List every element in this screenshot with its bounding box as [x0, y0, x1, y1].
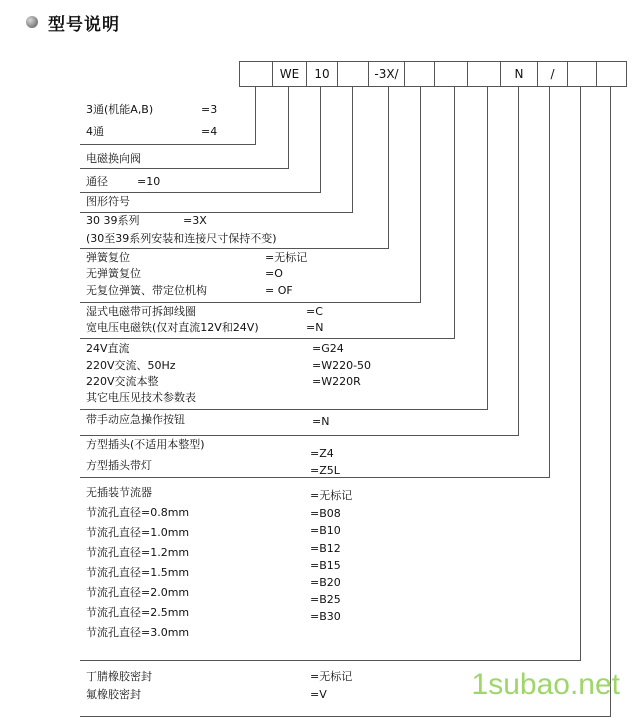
option-code: =无标记: [265, 251, 308, 264]
option-code: =无标记: [310, 670, 353, 683]
option-note: (30至39系列安装和连接尺寸保持不变): [86, 232, 277, 245]
option-code: =B25: [310, 593, 341, 606]
option-label: 宽电压电磁铁(仅对直流12V和24V): [86, 321, 259, 334]
option-label: 方型插头带灯: [86, 459, 152, 472]
option-code: =B30: [310, 610, 341, 623]
option-code: =W220R: [312, 375, 361, 388]
option-label: 通径: [86, 175, 108, 188]
option-code: =G24: [312, 342, 344, 355]
option-code: =N: [306, 321, 324, 334]
option-code: =N: [312, 415, 330, 428]
option-code: =无标记: [310, 489, 353, 502]
option-label: 24V直流: [86, 342, 130, 355]
option-label: 节流孔直径=1.0mm: [86, 526, 190, 539]
option-label: 3通(机能A,B): [86, 103, 154, 116]
option-code: =B12: [310, 542, 341, 555]
option-label: 带手动应急操作按钮: [86, 413, 185, 426]
option-code: =O: [265, 267, 283, 280]
option-code: =B20: [310, 576, 341, 589]
code-cell: /: [538, 62, 568, 86]
option-label: 节流孔直径=1.5mm: [86, 566, 190, 579]
option-label: 方型插头(不适用本整型): [86, 438, 205, 451]
option-label: 节流孔直径=3.0mm: [86, 626, 190, 639]
code-cell: WE: [273, 62, 307, 86]
option-label: 湿式电磁带可拆卸线圈: [86, 305, 196, 318]
option-label: 无插装节流器: [86, 486, 152, 499]
option-label: 节流孔直径=0.8mm: [86, 506, 190, 519]
option-code: =V: [310, 688, 327, 701]
option-label: 丁腈橡胶密封: [86, 670, 152, 683]
option-label: 节流孔直径=2.5mm: [86, 606, 190, 619]
option-code: =W220-50: [312, 359, 372, 372]
option-code: =B15: [310, 559, 341, 572]
option-code: =3X: [183, 214, 207, 227]
option-code: =Z4: [310, 447, 334, 460]
option-label: 节流孔直径=2.0mm: [86, 586, 190, 599]
watermark: 1subao.net: [471, 668, 620, 701]
option-code: =B10: [310, 524, 341, 537]
option-label: 氟橡胶密封: [86, 688, 141, 701]
option-label: 220V交流、50Hz: [86, 359, 176, 372]
option-label: 其它电压见技术参数表: [86, 391, 196, 404]
option-label: 30 39系列: [86, 214, 140, 227]
code-cell: N: [501, 62, 538, 86]
option-label: 220V交流本整: [86, 375, 159, 388]
option-code: =C: [306, 305, 323, 318]
option-label: 无弹簧复位: [86, 267, 141, 280]
page-title: 型号说明: [48, 14, 120, 35]
option-label: 图形符号: [86, 195, 130, 208]
option-code: =3: [201, 103, 218, 116]
option-code: =10: [137, 175, 161, 188]
option-code: =Z5L: [310, 464, 340, 477]
option-label: 电磁换向阀: [86, 152, 141, 165]
option-label: 无复位弹簧、带定位机构: [86, 284, 207, 297]
code-cell: -3X/: [369, 62, 405, 86]
option-code: =4: [201, 125, 218, 138]
option-code: =B08: [310, 507, 341, 520]
option-label: 4通: [86, 125, 104, 138]
option-label: 弹簧复位: [86, 251, 130, 264]
option-label: 节流孔直径=1.2mm: [86, 546, 190, 559]
option-code: = OF: [265, 284, 293, 297]
code-cell: 10: [307, 62, 338, 86]
